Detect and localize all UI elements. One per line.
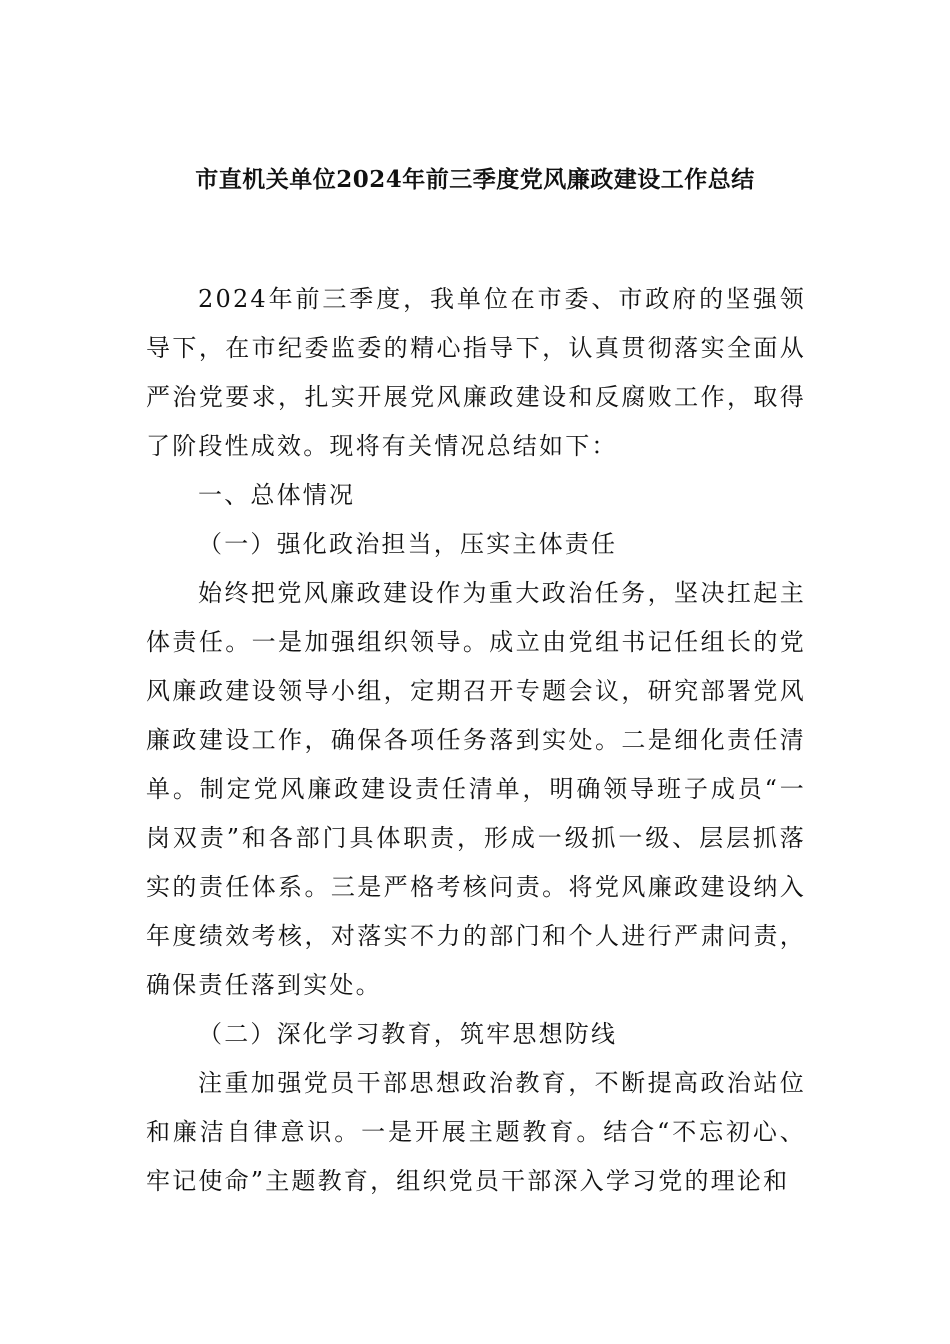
body-paragraph-responsibility: 始终把党风廉政建设作为重大政治任务，坚决扛起主体责任。一是加强组织领导。成立由党组书记任组长的党风廉政建设领导小组，定期召开专题会议，研究部署党风廉政建设工作，确保各项任务落到实处。二是细化责任清单。制定党风廉政建设责任清单，明确领导班子成员“一岗双责”和各部门具体职责，形成一级抓一级、层层抓落实的责任体系。三是严格考核问责。将党风廉政建设纳入年度绩效考核，对落实不力的部门和个人进行严肃问责，确保责任落到实处。 <box>146 579 806 999</box>
section-heading-overall: 一、总体情况 <box>198 481 356 509</box>
document-body <box>146 275 806 1206</box>
intro-paragraph: 2024年前三季度，我单位在市委、市政府的坚强领导下，在市纪委监委的精心指导下，认真贯彻落实全面从严治党要求，扎实开展党风廉政建设和反腐败工作，取得了阶段性成效。现将有关情况总结如下： <box>146 285 806 460</box>
document-title: 市直机关单位2024年前三季度党风廉政建设工作总结 <box>195 166 755 193</box>
subsection-heading-2: （二）深化学习教育，筑牢思想防线 <box>198 1020 618 1048</box>
subsection-heading-1: （一）强化政治担当，压实主体责任 <box>198 530 618 558</box>
body-paragraph-education: 注重加强党员干部思想政治教育，不断提高政治站位和廉洁自律意识。一是开展主题教育。结合“不忘初心、牢记使命”主题教育，组织党员干部深入学习党的理论和 <box>146 1069 806 1195</box>
